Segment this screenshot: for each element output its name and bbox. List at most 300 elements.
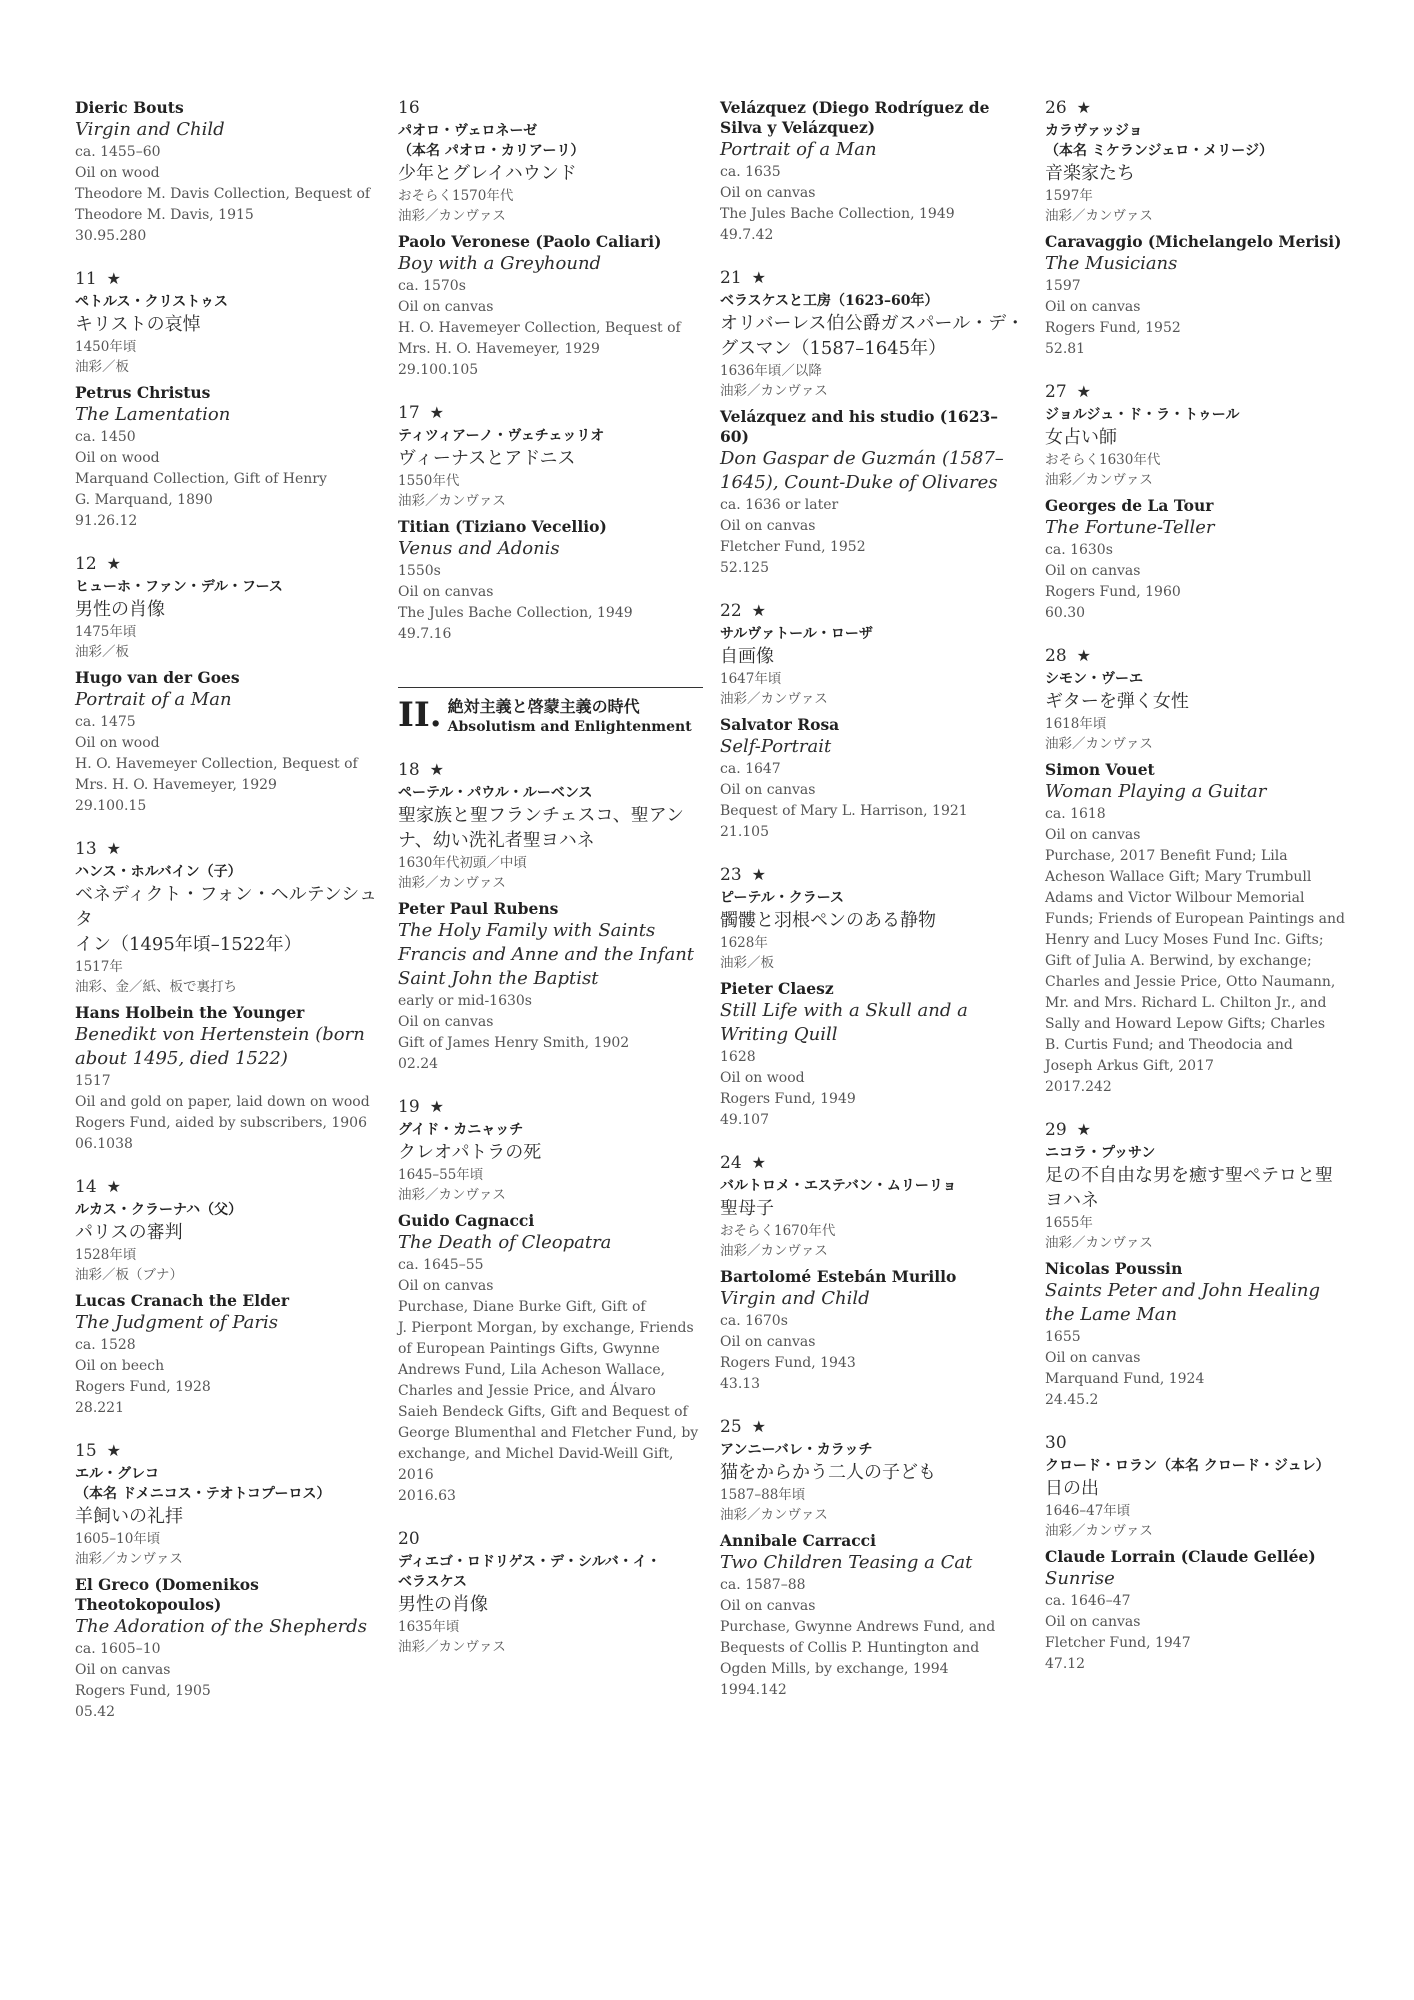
- section-title-en: Absolutism and Enlightenment: [447, 719, 692, 735]
- artist-name: Dieric Bouts: [75, 98, 184, 117]
- entry-number-row: [720, 1417, 1025, 1437]
- entry-number-row: [75, 1441, 380, 1461]
- work-title-ja: ヴィーナスとアドニス: [398, 448, 576, 469]
- entry-number: 21: [720, 268, 742, 288]
- artist-name-ja: ベラスケスと工房（1623–60年）: [720, 293, 939, 309]
- artist-name-ja: （本名 ドメニコス・テオトコプーロス）: [75, 1486, 331, 1502]
- work-info: ca. 1630s: [1045, 542, 1113, 558]
- catalog-entry: [398, 403, 703, 645]
- work-info-ja: 1587–88年頃: [720, 1487, 806, 1503]
- entry-number-row: [1045, 646, 1350, 666]
- work-info-ja: 1597年: [1045, 188, 1093, 204]
- work-info: Sally and Howard Lepow Gifts; Charles: [1045, 1016, 1326, 1032]
- work-info: Oil on canvas: [398, 299, 494, 315]
- star-icon: ★: [106, 839, 121, 858]
- catalog-entry: [720, 268, 1025, 579]
- work-info: Oil on canvas: [398, 1278, 494, 1294]
- work-info: exchange, and Michel David-Weill Gift,: [398, 1446, 674, 1462]
- entry-number: 12: [75, 554, 97, 574]
- star-icon: ★: [1076, 382, 1091, 401]
- entry-number-row: [75, 1177, 380, 1197]
- artist-name-ja: ペトルス・クリストゥス: [75, 294, 228, 310]
- work-title-ja: 聖母子: [720, 1198, 774, 1219]
- work-info: 05.42: [75, 1704, 116, 1720]
- star-icon: ★: [106, 554, 121, 573]
- entry-number-row: [398, 760, 703, 780]
- work-info: Oil on canvas: [720, 1598, 816, 1614]
- entry-number: 11: [75, 269, 97, 289]
- entry-number: 30: [1045, 1433, 1067, 1453]
- entry-number: 14: [75, 1177, 97, 1197]
- entry-number-row: [1045, 1120, 1350, 1140]
- entry-number-row: [75, 269, 380, 289]
- work-info: Rogers Fund, 1943: [720, 1355, 856, 1371]
- work-info-ja: 1630年代初頭／中頃: [398, 855, 527, 871]
- work-info: 06.1038: [75, 1136, 133, 1152]
- catalog-entry: [720, 865, 1025, 1131]
- work-title: Saints Peter and John Healing the Lame Man: [1045, 1280, 1321, 1325]
- artist-name-ja: カラヴァッジョ: [1045, 123, 1143, 139]
- work-info-ja: 油彩／カンヴァス: [1045, 208, 1153, 224]
- work-info: Bequest of Mary L. Harrison, 1921: [720, 803, 968, 819]
- catalog-entry: [1045, 1433, 1350, 1675]
- work-title-ja: ギターを弾く女性: [1045, 691, 1189, 712]
- artist-name: Bartolomé Estebán Murillo: [720, 1267, 957, 1286]
- work-info: Rogers Fund, 1949: [720, 1091, 856, 1107]
- work-info: 49.7.42: [720, 227, 774, 243]
- work-info: ca. 1450: [75, 429, 136, 445]
- work-info: J. Pierpont Morgan, by exchange, Friends: [398, 1320, 694, 1336]
- entry-number-row: [720, 865, 1025, 885]
- work-title: The Adoration of the Shepherds: [75, 1616, 367, 1637]
- work-info: Oil on canvas: [1045, 1614, 1141, 1630]
- work-title: The Lamentation: [75, 404, 231, 425]
- work-info-ja: 油彩／カンヴァス: [720, 1507, 828, 1523]
- artist-name-ja: （本名 ミケランジェロ・メリージ）: [1045, 143, 1273, 159]
- catalog-column: [720, 98, 1025, 1723]
- work-info: 29.100.105: [398, 362, 479, 378]
- entry-number-row: [398, 1097, 703, 1117]
- work-info: ca. 1670s: [720, 1313, 788, 1329]
- work-info-ja: 油彩／板: [720, 955, 774, 971]
- work-info: ca. 1455–60: [75, 144, 161, 160]
- work-info-ja: 1528年頃: [75, 1247, 137, 1263]
- work-info-ja: 油彩／カンヴァス: [1045, 1523, 1153, 1539]
- entry-number-row: [1045, 382, 1350, 402]
- work-title: The Judgment of Paris: [75, 1312, 278, 1333]
- entry-number-row: [720, 268, 1025, 288]
- work-info: G. Marquand, 1890: [75, 492, 213, 508]
- star-icon: ★: [751, 1417, 766, 1436]
- entry-number: 27: [1045, 382, 1067, 402]
- work-title-ja: 羊飼いの礼拝: [75, 1506, 183, 1527]
- star-icon: ★: [429, 403, 444, 422]
- work-info: Joseph Arkus Gift, 2017: [1045, 1058, 1214, 1074]
- work-info: Oil on beech: [75, 1358, 165, 1374]
- work-title: Portrait of a Man: [720, 139, 877, 160]
- artist-name: Velázquez (Diego Rodríguez de Silva y Velázquez): [720, 98, 990, 137]
- work-title-ja: 聖家族と聖フランチェスコ、聖アン: [398, 805, 685, 826]
- section-title-ja: 絶対主義と啓蒙主義の時代: [447, 697, 640, 716]
- work-info-ja: おそらく1670年代: [720, 1223, 836, 1239]
- artist-name-ja: クロード・ロラン（本名 クロード・ジュレ）: [1045, 1458, 1330, 1474]
- work-info-ja: 1645–55年頃: [398, 1167, 484, 1183]
- entry-number-row: [1045, 1433, 1350, 1453]
- star-icon: ★: [106, 1177, 121, 1196]
- work-info: 30.95.280: [75, 228, 147, 244]
- work-info-ja: 1550年代: [398, 473, 460, 489]
- work-info: Oil on canvas: [1045, 563, 1141, 579]
- star-icon: ★: [751, 601, 766, 620]
- work-info: Oil on canvas: [1045, 299, 1141, 315]
- artist-name-ja: パオロ・ヴェロネーゼ: [398, 123, 538, 139]
- star-icon: ★: [106, 269, 121, 288]
- work-title-ja: グスマン（1587–1645年）: [720, 338, 947, 359]
- work-info-ja: 1618年頃: [1045, 716, 1107, 732]
- work-title-ja: 猫をからかう二人の子ども: [720, 1462, 936, 1483]
- star-icon: ★: [429, 1097, 444, 1116]
- catalog-entry: [398, 1529, 703, 1657]
- entry-number-row: [398, 1529, 703, 1549]
- work-info: 1597: [1045, 278, 1081, 294]
- entry-number-row: [398, 403, 703, 423]
- work-info: Fletcher Fund, 1947: [1045, 1635, 1191, 1651]
- work-info: Oil on canvas: [75, 1662, 171, 1678]
- work-info: ca. 1646–47: [1045, 1593, 1131, 1609]
- artist-name-ja: ピーテル・クラース: [720, 890, 845, 906]
- entry-number: 23: [720, 865, 742, 885]
- work-info: 02.24: [398, 1056, 439, 1072]
- work-info: Marquand Fund, 1924: [1045, 1371, 1205, 1387]
- work-title-ja: ナ、幼い洗礼者聖ヨハネ: [398, 830, 595, 851]
- work-info: Oil on wood: [75, 450, 160, 466]
- work-info: Theodore M. Davis, 1915: [75, 207, 254, 223]
- catalog-entry: [720, 98, 1025, 246]
- work-info: Charles and Jessie Price, and Álvaro: [398, 1383, 656, 1399]
- work-info: 52.125: [720, 560, 769, 576]
- catalog-column: [398, 98, 703, 1679]
- work-info: 1628: [720, 1049, 756, 1065]
- entry-number: 15: [75, 1441, 97, 1461]
- work-info: 47.12: [1045, 1656, 1086, 1672]
- artist-name: Peter Paul Rubens: [398, 899, 559, 918]
- artist-name-ja: ベラスケス: [398, 1574, 468, 1590]
- artist-name: Caravaggio (Michelangelo Merisi): [1045, 232, 1342, 251]
- catalog-column: [1045, 98, 1350, 1697]
- artist-name-ja: サルヴァトール・ローザ: [720, 626, 873, 642]
- work-title-ja: クレオパトラの死: [398, 1142, 542, 1163]
- work-info: 29.100.15: [75, 798, 147, 814]
- work-info: Rogers Fund, 1905: [75, 1683, 211, 1699]
- work-info: 1994.142: [720, 1682, 787, 1698]
- catalog-entry: [1045, 382, 1350, 624]
- work-info: Oil on canvas: [398, 1014, 494, 1030]
- work-info-ja: 油彩／カンヴァス: [75, 1551, 183, 1567]
- work-info-ja: 油彩／カンヴァス: [720, 691, 828, 707]
- entry-number-row: [720, 601, 1025, 621]
- work-info: Oil on canvas: [1045, 1350, 1141, 1366]
- artist-name-ja: ハンス・ホルバイン（子）: [75, 864, 242, 880]
- work-info-ja: 油彩／カンヴァス: [1045, 472, 1153, 488]
- catalog-entry: [75, 554, 380, 817]
- work-info: Purchase, Diane Burke Gift, Gift of: [398, 1299, 646, 1315]
- work-info: ca. 1587–88: [720, 1577, 806, 1593]
- work-title: Benedikt von Hertenstein (born about 1495, died 1522): [75, 1024, 365, 1069]
- artist-name: Paolo Veronese (Paolo Caliari): [398, 232, 662, 251]
- work-info: 2016.63: [398, 1488, 456, 1504]
- work-info: 1517: [75, 1073, 111, 1089]
- entry-number-row: [75, 554, 380, 574]
- work-title-ja: ヨハネ: [1045, 1190, 1099, 1211]
- work-info: 2016: [398, 1467, 434, 1483]
- work-info: 91.26.12: [75, 513, 138, 529]
- artist-name: Hugo van der Goes: [75, 668, 240, 687]
- work-info: Oil on canvas: [720, 782, 816, 798]
- work-info-ja: 油彩／カンヴァス: [398, 875, 506, 891]
- work-title: Two Children Teasing a Cat: [720, 1552, 973, 1573]
- star-icon: ★: [429, 760, 444, 779]
- entry-number-row: [1045, 98, 1350, 118]
- work-info: Oil on wood: [75, 735, 160, 751]
- catalog-entry: [1045, 98, 1350, 360]
- work-title-ja: 男性の肖像: [398, 1594, 488, 1615]
- catalog-entry: [720, 1153, 1025, 1395]
- work-info: Rogers Fund, 1960: [1045, 584, 1181, 600]
- artist-name: El Greco (Domenikos Theotokopoulos): [75, 1575, 259, 1614]
- work-title-ja: 少年とグレイハウンド: [398, 163, 577, 184]
- work-info: Purchase, Gwynne Andrews Fund, and: [720, 1619, 996, 1635]
- work-info: ca. 1475: [75, 714, 136, 730]
- work-info: ca. 1605–10: [75, 1641, 161, 1657]
- work-title-ja: 日の出: [1045, 1478, 1099, 1499]
- work-info: of European Paintings Gifts, Gwynne: [398, 1341, 660, 1357]
- star-icon: ★: [751, 865, 766, 884]
- artist-name: Petrus Christus: [75, 383, 211, 402]
- entry-number: 22: [720, 601, 742, 621]
- work-info-ja: 1635年頃: [398, 1619, 460, 1635]
- catalog-entry: [720, 1417, 1025, 1701]
- artist-name-ja: （本名 パオロ・カリアーリ）: [398, 143, 585, 159]
- work-info: 2017.242: [1045, 1079, 1112, 1095]
- artist-name: Guido Cagnacci: [398, 1211, 535, 1230]
- work-info-ja: 油彩／カンヴァス: [398, 208, 506, 224]
- work-title-ja: 男性の肖像: [75, 599, 165, 620]
- entry-number-row: [398, 98, 703, 118]
- work-info-ja: 油彩／カンヴァス: [1045, 736, 1153, 752]
- entry-number: 16: [398, 98, 420, 118]
- work-info-ja: 1450年頃: [75, 339, 137, 355]
- artist-name-ja: ティツィアーノ・ヴェチェッリオ: [398, 428, 605, 444]
- work-info-ja: 油彩／板: [75, 359, 129, 375]
- work-title: The Musicians: [1045, 253, 1178, 274]
- work-info: Purchase, 2017 Benefit Fund; Lila: [1045, 848, 1288, 864]
- work-title-ja: パリスの審判: [75, 1222, 183, 1243]
- artist-name-ja: ジョルジュ・ド・ラ・トゥール: [1045, 407, 1240, 423]
- work-info-ja: おそらく1570年代: [398, 188, 514, 204]
- artist-name-ja: シモン・ヴーエ: [1045, 671, 1143, 687]
- entry-number: 17: [398, 403, 420, 423]
- artist-name: Titian (Tiziano Vecellio): [398, 517, 607, 536]
- artist-name: Simon Vouet: [1045, 760, 1155, 779]
- artist-name: Annibale Carracci: [720, 1531, 876, 1550]
- artist-name: Claude Lorrain (Claude Gellée): [1045, 1547, 1316, 1566]
- work-title: Portrait of a Man: [75, 689, 232, 710]
- work-info-ja: 1628年: [720, 935, 768, 951]
- star-icon: ★: [1076, 1120, 1091, 1139]
- work-info-ja: 1605–10年頃: [75, 1531, 161, 1547]
- work-title: Self-Portrait: [720, 736, 832, 757]
- work-info: Oil on canvas: [720, 518, 816, 534]
- catalog-column: [75, 98, 380, 1745]
- work-info: Bequests of Collis P. Huntington and: [720, 1640, 980, 1656]
- work-info: 24.45.2: [1045, 1392, 1099, 1408]
- work-info-ja: 1636年頃／以降: [720, 363, 822, 379]
- work-info-ja: 油彩／カンヴァス: [398, 493, 506, 509]
- work-info: 43.13: [720, 1376, 761, 1392]
- work-title-ja: 自画像: [720, 646, 774, 667]
- artist-name-ja: ヒューホ・ファン・デル・フース: [75, 579, 283, 595]
- entry-number: 26: [1045, 98, 1067, 118]
- work-info: Mrs. H. O. Havemeyer, 1929: [398, 341, 600, 357]
- work-info: Adams and Victor Wilbour Memorial: [1045, 890, 1305, 906]
- section-heading: [398, 687, 703, 736]
- work-info: 21.105: [720, 824, 769, 840]
- star-icon: ★: [1076, 646, 1091, 665]
- work-info: Andrews Fund, Lila Acheson Wallace,: [398, 1362, 666, 1378]
- entry-number-row: [75, 839, 380, 859]
- catalog-entry: [720, 601, 1025, 843]
- work-info: Oil on wood: [720, 1070, 805, 1086]
- work-info: ca. 1645–55: [398, 1257, 484, 1273]
- work-info: Rogers Fund, aided by subscribers, 1906: [75, 1115, 367, 1131]
- work-info: Gift of James Henry Smith, 1902: [398, 1035, 630, 1051]
- entry-number: 19: [398, 1097, 420, 1117]
- section-titles: [448, 696, 692, 736]
- work-title-ja: 音楽家たち: [1045, 163, 1135, 184]
- artist-name: Pieter Claesz: [720, 979, 834, 998]
- work-info: H. O. Havemeyer Collection, Bequest of: [75, 756, 358, 772]
- work-info: The Jules Bache Collection, 1949: [398, 605, 633, 621]
- work-info: Acheson Wallace Gift; Mary Trumbull: [1045, 869, 1312, 885]
- star-icon: ★: [106, 1441, 121, 1460]
- entry-number: 25: [720, 1417, 742, 1437]
- artist-name-ja: アンニーバレ・カラッチ: [720, 1442, 873, 1458]
- work-title: Boy with a Greyhound: [398, 253, 602, 274]
- entry-number-row: [720, 1153, 1025, 1173]
- work-title: Still Life with a Skull and a Writing Quill: [720, 1000, 968, 1045]
- work-info: 52.81: [1045, 341, 1086, 357]
- work-info-ja: 油彩／板: [75, 644, 129, 660]
- work-title: Virgin and Child: [720, 1288, 870, 1309]
- entry-number: 24: [720, 1153, 742, 1173]
- star-icon: ★: [751, 1153, 766, 1172]
- artist-name-ja: ペーテル・パウル・ルーベンス: [398, 785, 593, 801]
- artist-name: Georges de La Tour: [1045, 496, 1214, 515]
- work-info-ja: 1646–47年頃: [1045, 1503, 1131, 1519]
- work-title: The Death of Cleopatra: [398, 1232, 612, 1253]
- work-info-ja: 油彩／カンヴァス: [1045, 1235, 1153, 1251]
- star-icon: ★: [1076, 98, 1091, 117]
- work-info: Oil and gold on paper, laid down on wood: [75, 1094, 370, 1110]
- work-title-ja: 女占い師: [1045, 427, 1117, 448]
- artist-name-ja: ディエゴ・ロドリゲス・デ・シルバ・イ・: [398, 1554, 661, 1570]
- work-info-ja: 油彩／カンヴァス: [398, 1639, 506, 1655]
- catalog-entry: [1045, 1120, 1350, 1411]
- artist-name-ja: ルカス・クラーナハ（父）: [75, 1202, 243, 1218]
- work-info: Rogers Fund, 1952: [1045, 320, 1181, 336]
- star-icon: ★: [751, 268, 766, 287]
- work-title: Venus and Adonis: [398, 538, 560, 559]
- work-info: Oil on canvas: [720, 1334, 816, 1350]
- entry-number: 20: [398, 1529, 420, 1549]
- work-title: Don Gaspar de Guzmán (1587–1645), Count-Duke of Olivares: [720, 448, 1004, 493]
- work-info: ca. 1636 or later: [720, 497, 839, 513]
- catalog-entry: [75, 1441, 380, 1723]
- artist-name-ja: バルトロメ・エステバン・ムリーリョ: [720, 1178, 957, 1194]
- work-info: Rogers Fund, 1928: [75, 1379, 211, 1395]
- artist-name: Salvator Rosa: [720, 715, 840, 734]
- work-info: H. O. Havemeyer Collection, Bequest of: [398, 320, 681, 336]
- work-info: ca. 1570s: [398, 278, 466, 294]
- entry-number: 13: [75, 839, 97, 859]
- work-info: ca. 1528: [75, 1337, 136, 1353]
- work-info: Ogden Mills, by exchange, 1994: [720, 1661, 949, 1677]
- work-info: Charles and Jessie Price, Otto Naumann,: [1045, 974, 1336, 990]
- work-info: Mr. and Mrs. Richard L. Chilton Jr., and: [1045, 995, 1327, 1011]
- work-info: ca. 1618: [1045, 806, 1106, 822]
- work-info: early or mid-1630s: [398, 993, 532, 1009]
- artist-name: Hans Holbein the Younger: [75, 1003, 305, 1022]
- catalog-entry: [398, 1097, 703, 1507]
- work-title: Woman Playing a Guitar: [1045, 781, 1267, 802]
- work-info: Henry and Lucy Moses Fund Inc. Gifts;: [1045, 932, 1324, 948]
- work-title-ja: キリストの哀悼: [75, 314, 201, 335]
- section-number: II.: [398, 695, 442, 735]
- work-info: The Jules Bache Collection, 1949: [720, 206, 955, 222]
- work-info-ja: 油彩、金／紙、板で裏打ち: [75, 979, 237, 995]
- entry-number: 18: [398, 760, 420, 780]
- work-info: Marquand Collection, Gift of Henry: [75, 471, 327, 487]
- work-info: Mrs. H. O. Havemeyer, 1929: [75, 777, 277, 793]
- artist-name-ja: エル・グレコ: [75, 1466, 159, 1482]
- work-info: B. Curtis Fund; and Theodocia and: [1045, 1037, 1293, 1053]
- work-info: Funds; Friends of European Paintings and: [1045, 911, 1345, 927]
- work-title-ja: ベネディクト・フォン・ヘルテンシュタ: [75, 884, 377, 930]
- work-info-ja: 油彩／カンヴァス: [398, 1187, 506, 1203]
- work-info: 49.7.16: [398, 626, 452, 642]
- work-title-ja: イン（1495年頃–1522年）: [75, 934, 302, 955]
- work-title: The Fortune-Teller: [1045, 517, 1215, 538]
- artist-name: Velázquez and his studio (1623–60): [720, 407, 999, 446]
- work-info: 60.30: [1045, 605, 1086, 621]
- work-title: Sunrise: [1045, 1568, 1115, 1589]
- work-info: 49.107: [720, 1112, 769, 1128]
- work-title-ja: 髑髏と羽根ペンのある静物: [720, 910, 936, 931]
- work-info: Fletcher Fund, 1952: [720, 539, 866, 555]
- work-info: ca. 1635: [720, 164, 781, 180]
- catalog-entry: [75, 269, 380, 532]
- work-info-ja: 1475年頃: [75, 624, 137, 640]
- work-info-ja: おそらく1630年代: [1045, 452, 1161, 468]
- artist-name: Lucas Cranach the Elder: [75, 1291, 289, 1310]
- work-info: ca. 1647: [720, 761, 781, 777]
- work-info-ja: 1655年: [1045, 1215, 1093, 1231]
- work-title: Virgin and Child: [75, 119, 225, 140]
- work-info: 1550s: [398, 563, 441, 579]
- work-info-ja: 1647年頃: [720, 671, 782, 687]
- catalog-entry: [75, 1177, 380, 1419]
- work-title-ja: オリバーレス伯公爵ガスパール・デ・: [720, 313, 1025, 334]
